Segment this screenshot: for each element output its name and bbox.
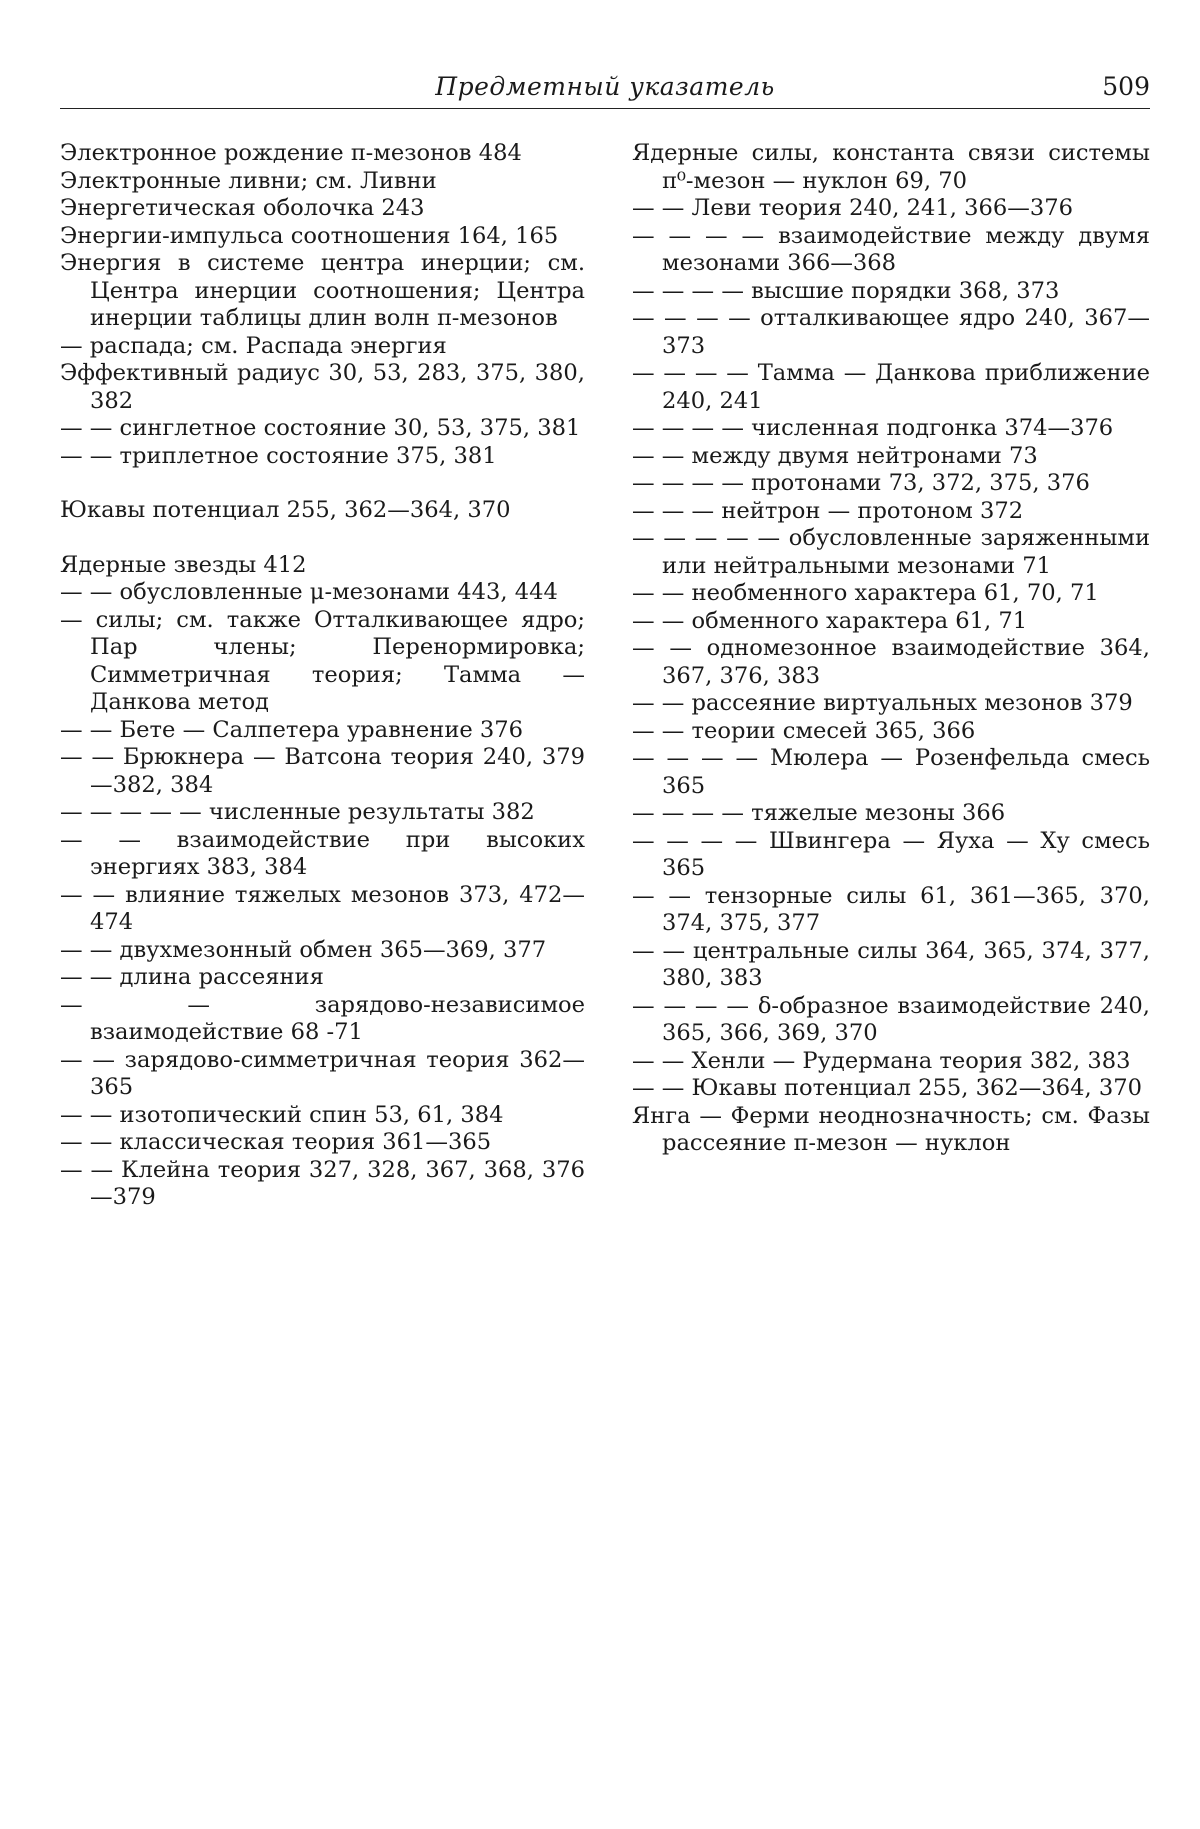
index-entry: — — — — Мюлера — Розенфельда смесь 365 [632,745,1150,799]
index-entry: — — центральные силы 364, 365, 374, 377, 380, 383 [632,937,1150,991]
index-entry: Юкавы потенциал 255, 362—364, 370 [60,497,511,523]
index-column-right [632,140,1150,1158]
index-entry: Энергетическая оболочка 243 [60,195,425,221]
index-entry: — — — — — обусловленные заряженными или нейтральными мезонами 71 [632,525,1150,579]
index-entry: — — взаимодействие при высоких энергиях 383, 384 [60,826,585,880]
index-entry: — — — — Швингера — Яуха — Ху смесь 365 [632,827,1150,881]
index-entry: — — одномезонное взаимодействие 364, 367, 376, 383 [632,635,1150,689]
index-entry: — распада; см. Распада энергия [60,332,447,359]
index-entry: — — Хенли — Рудермана теория 382, 383 [632,1047,1131,1074]
index-entry: — — тензорные силы 61, 361—365, 370, 374, 375, 377 [632,882,1150,936]
index-entry: — — Клейна теория 327, 328, 367, 368, 376—379 [60,1156,585,1210]
index-entry: — — зарядово-независимое взаимодействие 68 -71 [60,991,585,1045]
index-entry: Энергии-импульса соотношения 164, 165 [60,222,559,249]
index-entry: — — — — δ-образное взаимодействие 240, 365, 366, 369, 370 [632,992,1150,1046]
index-entry: — — синглетное состояние 30, 53, 375, 381 [60,415,581,441]
index-entry: — — Бете — Салпетера уравнение 376 [60,716,524,743]
index-entry: — — длина рассеяния [60,964,324,990]
index-entry: — — триплетное состояние 375, 381 [60,442,497,469]
index-entry: Электронное рождение π-мезонов 484 [60,140,522,166]
running-head [60,72,1150,109]
index-entry: — — — — — численные результаты 382 [60,799,535,825]
index-entry: — — классическая теория 361—365 [60,1129,492,1155]
index-entry: — — Юкавы потенциал 255, 362—364, 370 [632,1075,1142,1101]
index-entry: — — — нейтрон — протоном 372 [632,497,1024,524]
index-entry: Янга — Ферми неоднозначность; см. Фазы рассеяние π-мезон — нуклон [632,1102,1150,1156]
entry-gap [60,470,585,497]
index-entry: Эффективный радиус 30, 53, 283, 375, 380, 382 [60,360,585,414]
index-entry: — — Брюкнера — Ватсона теория 240, 379—382, 384 [60,744,585,798]
index-entry: — — теории смесей 365, 366 [632,717,976,744]
index-entry: — — — — протонами 73, 372, 375, 376 [632,470,1090,496]
index-entry: — — обусловленные μ-мезонами 443, 444 [60,579,558,605]
index-entry: — — — — высшие порядки 368, 373 [632,277,1060,304]
index-entry: — — изотопический спин 53, 61, 384 [60,1101,504,1128]
index-entry: — — — — тяжелые мезоны 366 [632,800,1006,826]
index-entry: Энергия в системе центра инерции; см. Центра инерции соотношения; Центра инерции таблицы длин волн π-мезонов [60,250,585,331]
index-entry: — — рассеяние виртуальных мезонов 379 [632,690,1133,716]
index-entry: — — — — взаимодействие между двумя мезонами 366—368 [632,222,1150,276]
page-title: Предметный указатель [435,72,775,101]
entry-gap [60,525,585,552]
index-entry: — — необменного характера 61, 70, 71 [632,580,1099,606]
index-entry: — — — — численная подгонка 374—376 [632,415,1114,441]
index-entry: Электронные ливни; см. Ливни [60,167,437,194]
index-entry: — — двухмезонный обмен 365—369, 377 [60,936,547,963]
index-entry: Ядерные силы, константа связи системы π⁰-мезон — нуклон 69, 70 [632,140,1150,194]
index-entry: — — между двумя нейтронами 73 [632,442,1038,469]
index-entry: — силы; см. также Отталкивающее ядро; Пар члены; Перенормировка; Симметричная теория; Тамма — Данкова метод [60,606,585,715]
page-number: 509 [1102,72,1150,101]
index-entry: Ядерные звезды 412 [60,551,307,578]
index-entry: — — зарядово-симметричная теория 362—365 [60,1046,585,1100]
index-entry: — — Леви теория 240, 241, 366—376 [632,195,1073,221]
index-entry: — — обменного характера 61, 71 [632,607,1028,634]
index-entry: — — влияние тяжелых мезонов 373, 472—474 [60,881,585,935]
index-entry: — — — — Тамма — Данкова приближение 240, 241 [632,360,1150,414]
index-column-left [60,140,585,1212]
index-entry: — — — — отталкивающее ядро 240, 367—373 [632,305,1150,359]
